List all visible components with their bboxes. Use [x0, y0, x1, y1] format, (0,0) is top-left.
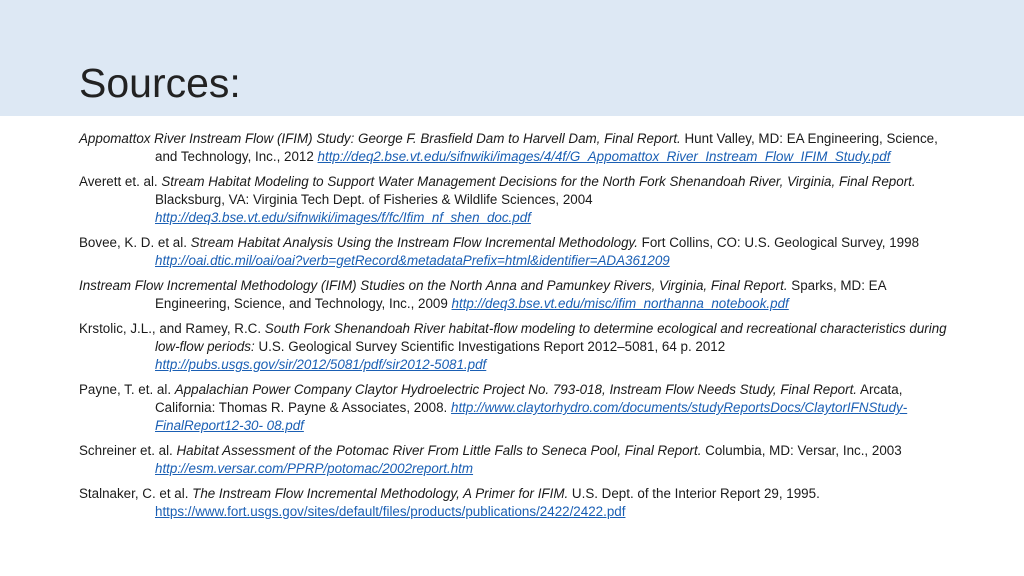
- slide-title: Sources:: [79, 60, 241, 106]
- reference-details: U.S. Geological Survey Scientific Investigations Report 2012–5081, 64 p. 2012: [254, 339, 726, 354]
- reference-list: [79, 130, 959, 528]
- reference-item: [79, 381, 959, 435]
- reference-item: [79, 130, 959, 166]
- reference-link[interactable]: https://www.fort.usgs.gov/sites/default/files/products/publications/2422/2422.pdf: [155, 504, 626, 519]
- reference-author: Bovee, K. D. et al.: [79, 235, 191, 250]
- reference-details: Blacksburg, VA: Virginia Tech Dept. of Fisheries & Wildlife Sciences, 2004: [155, 192, 593, 207]
- reference-item: [79, 320, 959, 374]
- reference-details: Arcata, California: Thomas R. Payne & Associates, 2008.: [155, 382, 903, 415]
- reference-link[interactable]: http://deq2.bse.vt.edu/sifnwiki/images/4/4f/G_Appomattox_River_Instream_Flow_IFIM_Study.pdf: [317, 149, 891, 164]
- reference-details: Fort Collins, CO: U.S. Geological Survey, 1998: [637, 235, 920, 250]
- reference-item: [79, 485, 959, 521]
- reference-title: Appalachian Power Company Claytor Hydroelectric Project No. 793-018, Instream Flow Needs Study, Final Report.: [174, 382, 858, 397]
- reference-author: Payne, T. et. al.: [79, 382, 175, 397]
- reference-item: [79, 442, 959, 478]
- reference-title: Instream Flow Incremental Methodology (IFIM) Studies on the North Anna and Pamunkey Rivers, Virginia, Final Report.: [79, 278, 788, 293]
- reference-title: Habitat Assessment of the Potomac River From Little Falls to Seneca Pool, Final Report.: [176, 443, 702, 458]
- reference-item: [79, 234, 959, 270]
- reference-link[interactable]: http://pubs.usgs.gov/sir/2012/5081/pdf/sir2012-5081.pdf: [155, 357, 487, 372]
- reference-author: Schreiner et. al.: [79, 443, 177, 458]
- reference-title: The Instream Flow Incremental Methodology, A Primer for IFIM.: [192, 486, 569, 501]
- reference-link[interactable]: http://www.claytorhydro.com/documents/studyReportsDocs/ClaytorIFNStudy-FinalReport12-30- 08.pdf: [155, 400, 908, 433]
- reference-details: U.S. Dept. of the Interior Report 29, 1995.: [568, 486, 820, 501]
- reference-link[interactable]: http://deq3.bse.vt.edu/sifnwiki/images/f/fc/Ifim_nf_shen_doc.pdf: [155, 210, 531, 225]
- reference-item: [79, 173, 959, 227]
- reference-title: Appomattox River Instream Flow (IFIM) Study: George F. Brasfield Dam to Harvell Dam, Final Report.: [79, 131, 681, 146]
- reference-author: Stalnaker, C. et al.: [79, 486, 193, 501]
- reference-link[interactable]: http://oai.dtic.mil/oai/oai?verb=getRecord&metadataPrefix=html&identifier=ADA361209: [155, 253, 670, 268]
- reference-title: South Fork Shenandoah River habitat-flow modeling to determine ecological and recreational characteristics during low-flow periods:: [155, 321, 947, 354]
- reference-title: Stream Habitat Modeling to Support Water Management Decisions for the North Fork Shenandoah River, Virginia, Final Report.: [161, 174, 916, 189]
- reference-link[interactable]: http://esm.versar.com/PPRP/potomac/2002report.htm: [155, 461, 474, 476]
- reference-details: Sparks, MD: EA Engineering, Science, and Technology, Inc., 2009: [155, 278, 886, 311]
- reference-link[interactable]: http://deq3.bse.vt.edu/misc/ifim_northanna_notebook.pdf: [451, 296, 789, 311]
- reference-author: Averett et. al.: [79, 174, 162, 189]
- reference-details: Hunt Valley, MD: EA Engineering, Science, and Technology, Inc., 2012: [155, 131, 938, 164]
- reference-title: Stream Habitat Analysis Using the Instream Flow Incremental Methodology.: [190, 235, 638, 250]
- reference-details: Columbia, MD: Versar, Inc., 2003: [701, 443, 902, 458]
- reference-author: Krstolic, J.L., and Ramey, R.C.: [79, 321, 265, 336]
- reference-item: [79, 277, 959, 313]
